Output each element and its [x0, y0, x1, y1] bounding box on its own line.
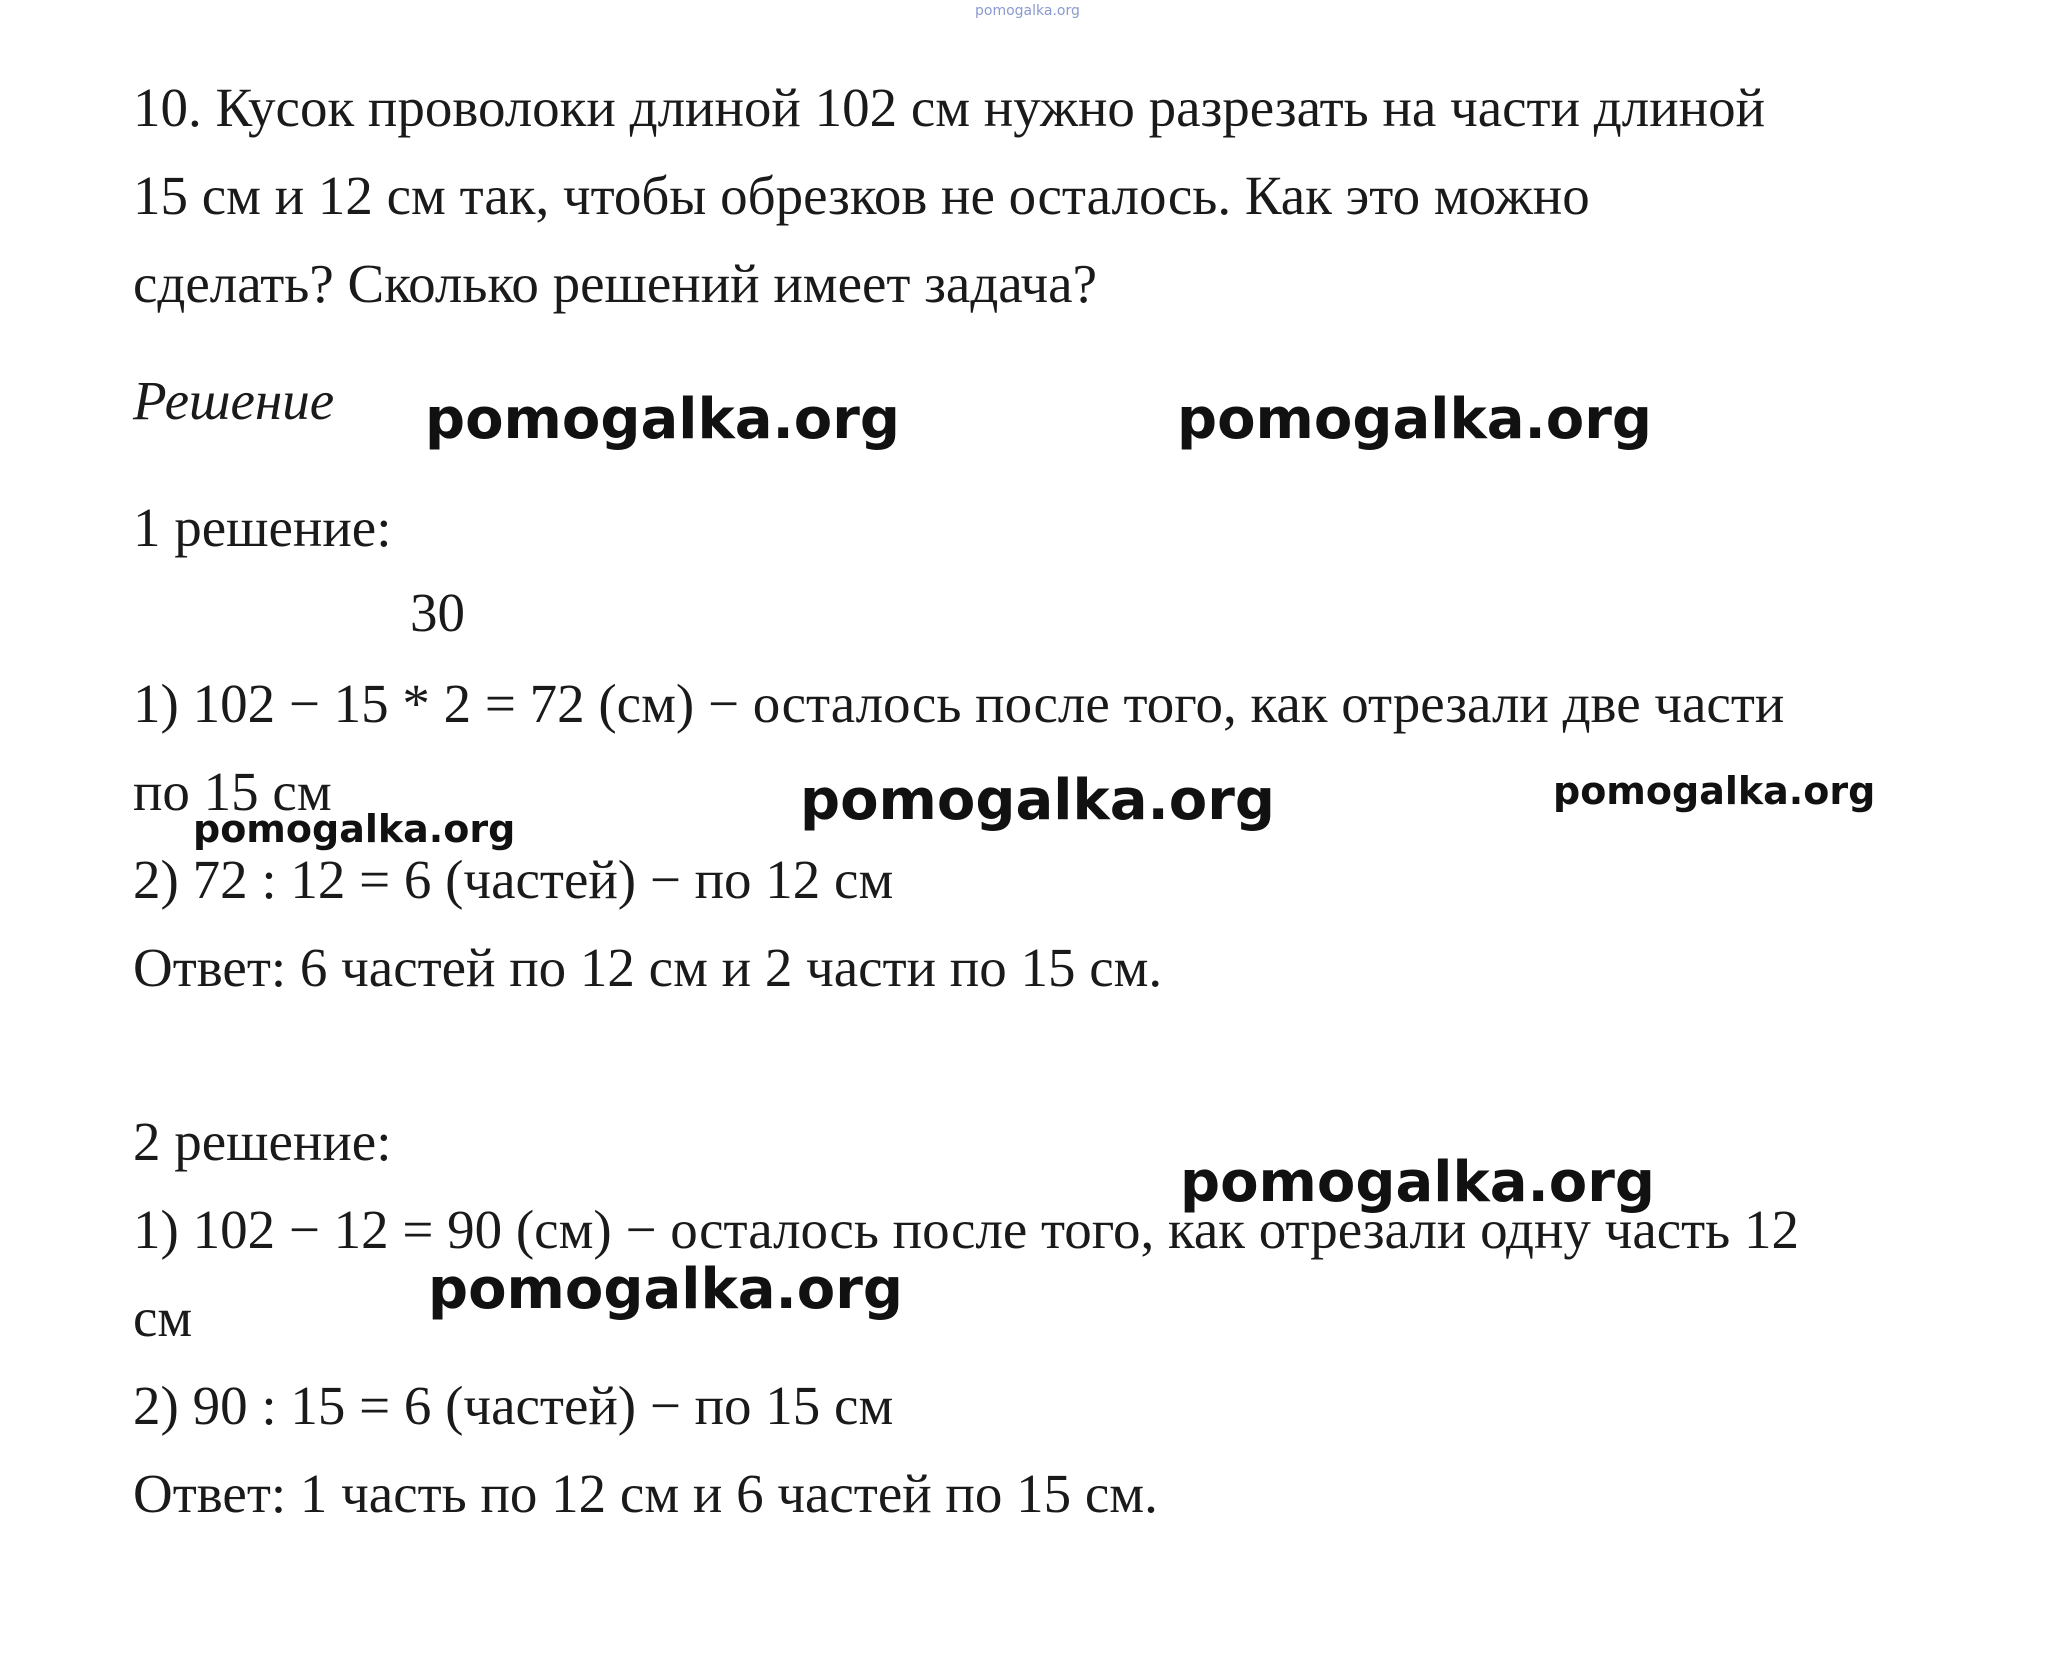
solution1-step1-line1: 1) 102 − 15 * 2 = 72 (см) − осталось после того, как отрезали две части [133, 673, 1785, 734]
problem-line-3: сделать? Сколько решений имеет задача? [133, 253, 1098, 314]
watermark: pomogalka.org [1177, 387, 1652, 452]
solution2-answer: Ответ: 1 часть по 12 см и 6 частей по 15 см. [133, 1463, 1158, 1524]
watermark: pomogalka.org [425, 387, 900, 452]
problem-line-1: 10. Кусок проволоки длиной 102 см нужно разрезать на части длиной [133, 77, 1766, 138]
solution2-heading: 2 решение: [133, 1111, 392, 1172]
solution-heading: Решение [133, 370, 335, 431]
solution1-heading: 1 решение: [133, 497, 392, 558]
solution1-step2: 2) 72 : 12 = 6 (частей) − по 12 см [133, 849, 894, 910]
header-watermark: pomogalka.org [975, 3, 1080, 19]
solution1-step1-line2: по 15 см [133, 761, 332, 822]
solution2-step1-line2: см [133, 1287, 193, 1348]
solution1-annotation: 30 [410, 582, 465, 643]
solution2-step2: 2) 90 : 15 = 6 (частей) − по 15 см [133, 1375, 894, 1436]
watermark: pomogalka.org [1553, 769, 1876, 813]
watermark: pomogalka.org [800, 768, 1275, 833]
watermark: pomogalka.org [428, 1257, 903, 1322]
watermark: pomogalka.org [193, 807, 516, 851]
watermark: pomogalka.org [1180, 1150, 1655, 1215]
problem-line-2: 15 см и 12 см так, чтобы обрезков не осталось. Как это можно [133, 165, 1590, 226]
solution2-step1-line1: 1) 102 − 12 = 90 (см) − осталось после того, как отрезали одну часть 12 [133, 1199, 1800, 1260]
solution1-answer: Ответ: 6 частей по 12 см и 2 части по 15 см. [133, 937, 1163, 998]
